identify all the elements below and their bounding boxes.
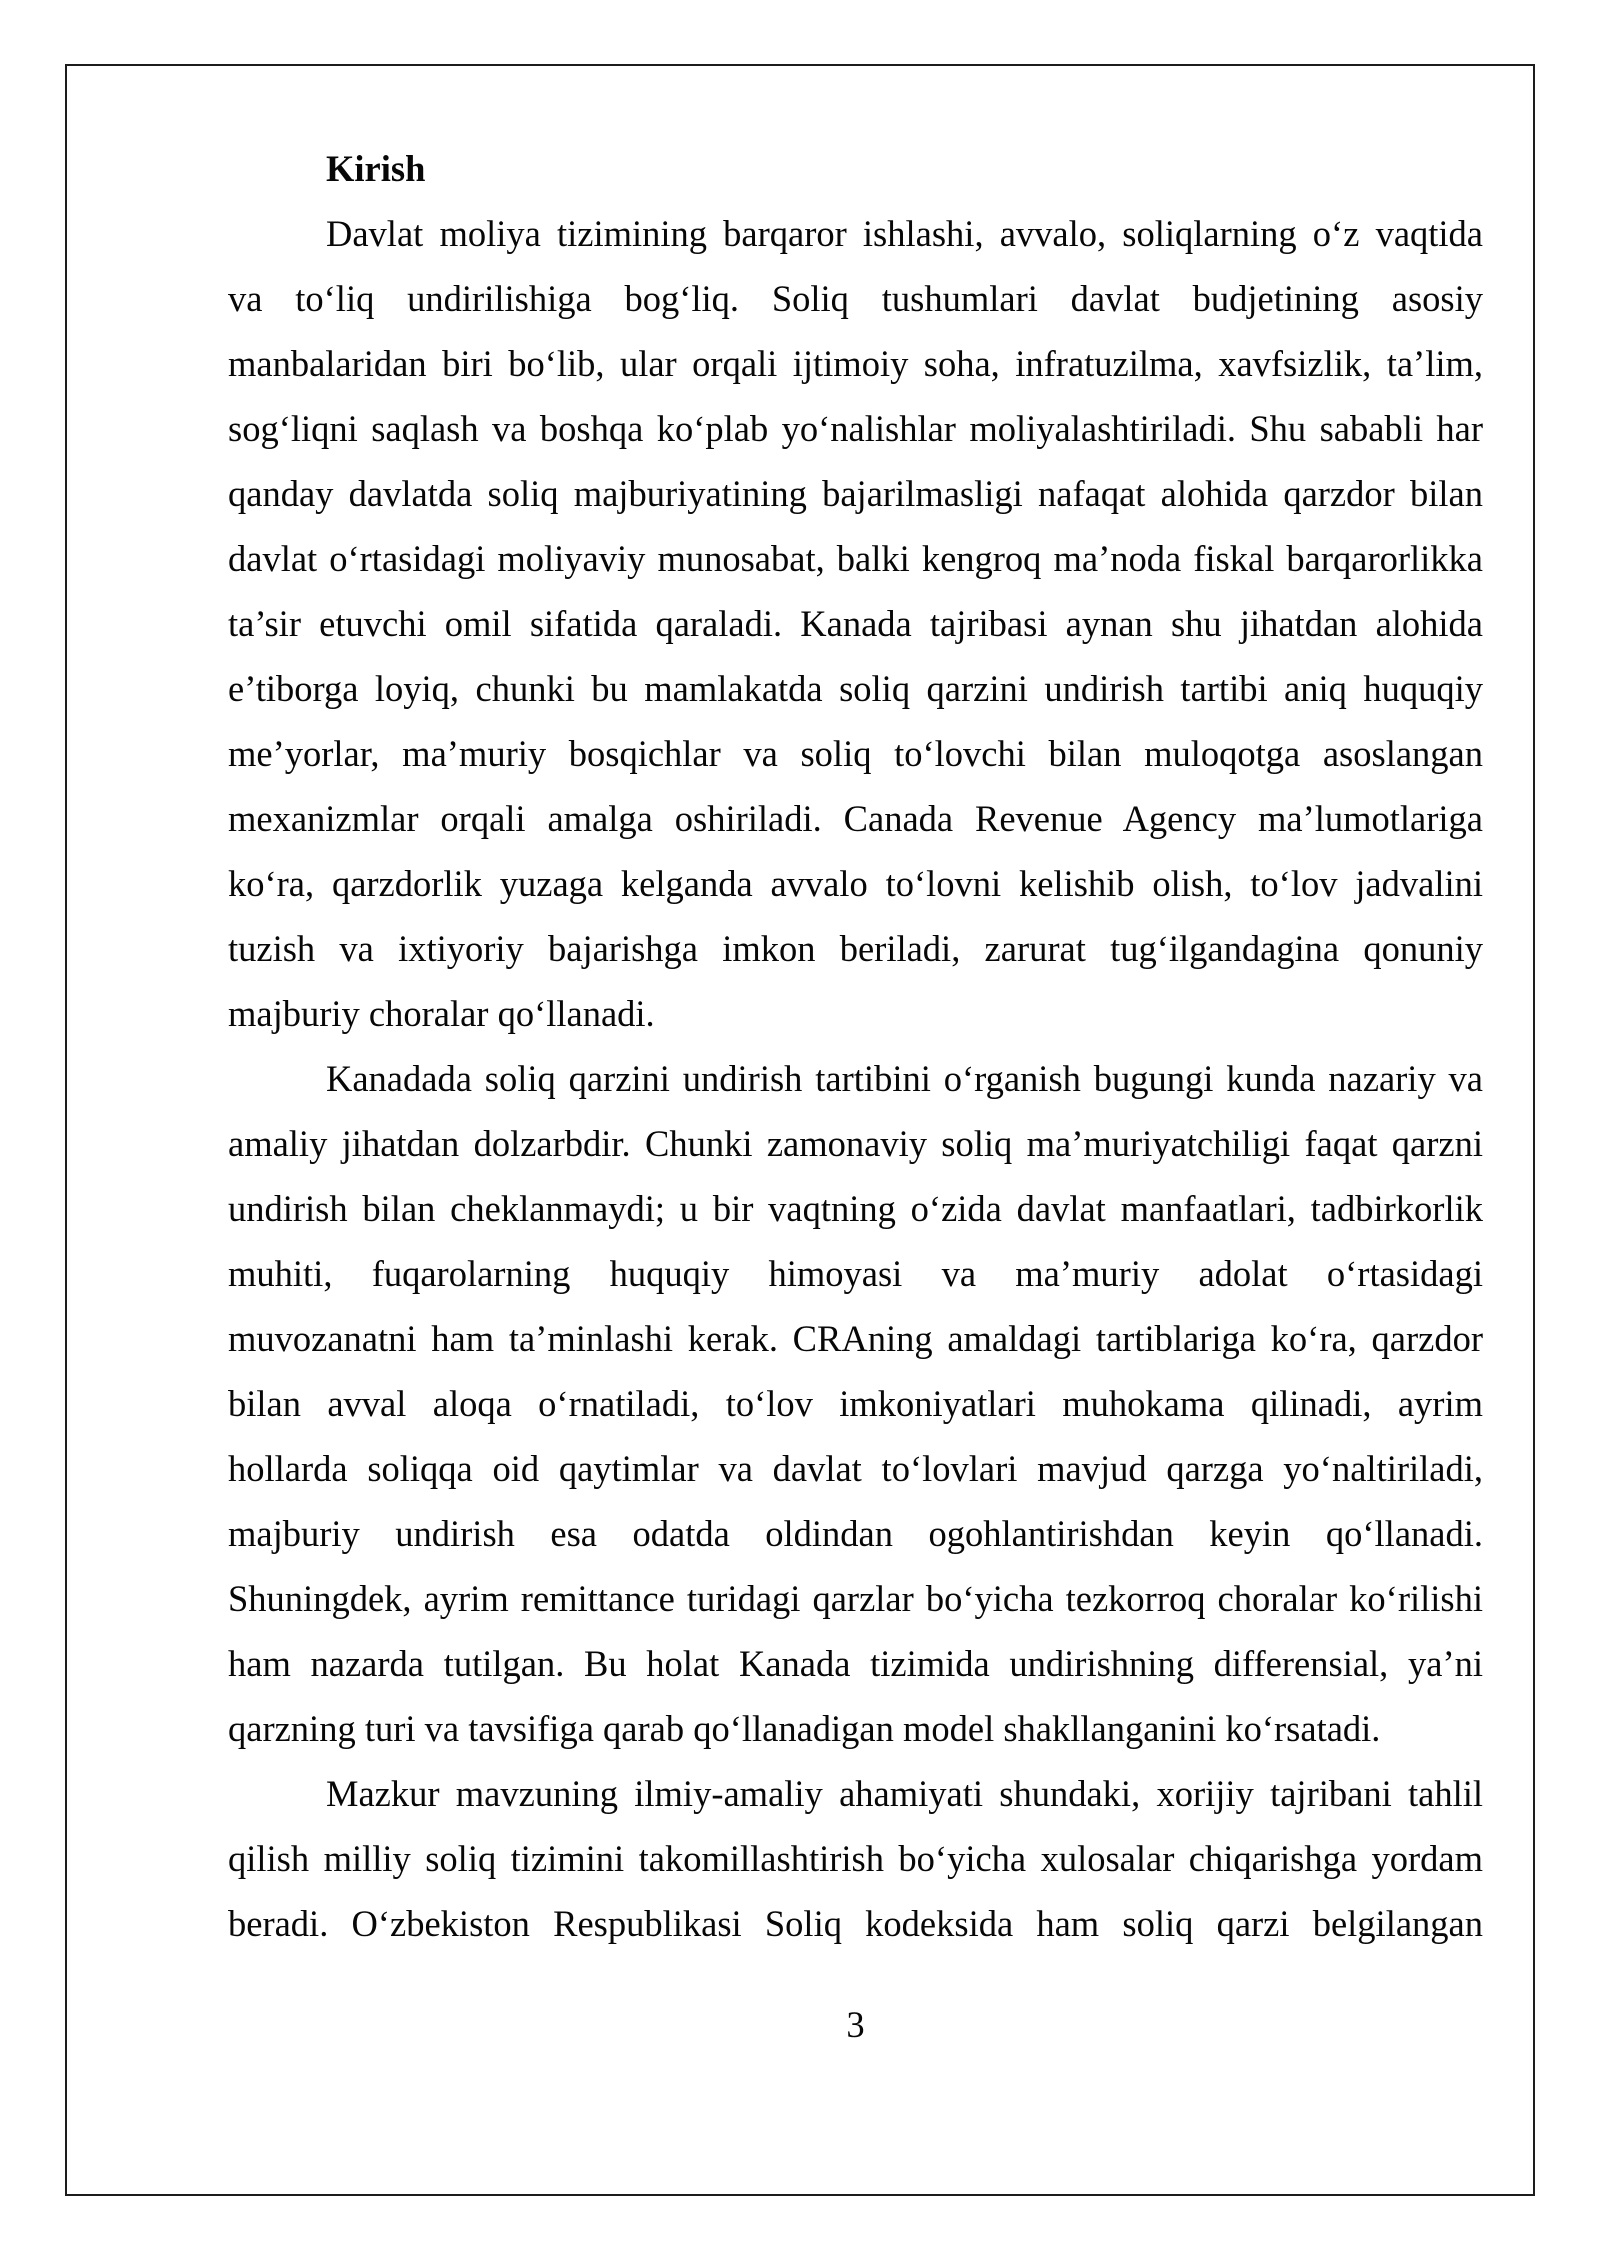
text-line: amaliy jihatdan dolzarbdir. Chunki zamonaviy soliq ma’muriyatchiligi faqat qarzni — [228, 1123, 1483, 1164]
text-line: majburiy choralar qo‘llanadi. — [228, 993, 655, 1034]
text-line: ham nazarda tutilgan. Bu holat Kanada tizimida undirishning differensial, ya’ni — [228, 1643, 1483, 1684]
text-line: majburiy undirish esa odatda oldindan ogohlantirishdan keyin qo‘llanadi. — [228, 1513, 1483, 1554]
text-line: Mazkur mavzuning ilmiy-amaliy ahamiyati shundaki, xorijiy tajribani tahlil — [326, 1773, 1483, 1814]
text-line: Kanadada soliq qarzini undirish tartibini o‘rganish bugungi kunda nazariy va — [326, 1058, 1483, 1099]
text-line: mexanizmlar orqali amalga oshiriladi. Canada Revenue Agency ma’lumotlariga — [228, 798, 1483, 839]
paragraph-3 — [228, 1761, 1483, 1956]
text-line: undirish bilan cheklanmaydi; u bir vaqtning o‘zida davlat manfaatlari, tadbirkorlik — [228, 1188, 1483, 1229]
text-line: Shuningdek, ayrim remittance turidagi qarzlar bo‘yicha tezkorroq choralar ko‘rilishi — [228, 1578, 1483, 1619]
text-line: qanday davlatda soliq majburiyatining bajarilmasligi nafaqat alohida qarzdor bilan — [228, 473, 1483, 514]
text-line: ko‘ra, qarzdorlik yuzaga kelganda avvalo to‘lovni kelishib olish, to‘lov jadvalini — [228, 863, 1483, 904]
paragraph-1 — [228, 201, 1483, 1046]
text-line: qilish milliy soliq tizimini takomillashtirish bo‘yicha xulosalar chiqarishga yordam — [228, 1838, 1483, 1879]
text-line: va to‘liq undirilishiga bog‘liq. Soliq tushumlari davlat budjetining asosiy — [228, 278, 1483, 319]
paragraph-2 — [228, 1046, 1483, 1761]
text-line: ta’sir etuvchi omil sifatida qaraladi. Kanada tajribasi aynan shu jihatdan alohida — [228, 603, 1483, 644]
section-title: Kirish — [326, 148, 426, 189]
text-line: tuzish va ixtiyoriy bajarishga imkon beriladi, zarurat tug‘ilgandagina qonuniy — [228, 928, 1483, 969]
text-line: bilan avval aloqa o‘rnatiladi, to‘lov imkoniyatlari muhokama qilinadi, ayrim — [228, 1383, 1483, 1424]
text-line: muvozanatni ham ta’minlashi kerak. CRAning amaldagi tartiblariga ko‘ra, qarzdor — [228, 1318, 1483, 1359]
text-line: Davlat moliya tizimining barqaror ishlashi, avvalo, soliqlarning o‘z vaqtida — [326, 213, 1483, 254]
text-line: beradi. O‘zbekiston Respublikasi Soliq kodeksida ham soliq qarzi belgilangan — [228, 1903, 1483, 1944]
text-line: manbalaridan biri bo‘lib, ular orqali ijtimoiy soha, infratuzilma, xavfsizlik, ta’lim, — [228, 343, 1483, 384]
text-line: qarzning turi va tavsifiga qarab qo‘llanadigan model shakllanganini ko‘rsatadi. — [228, 1708, 1381, 1749]
paragraphs-container — [228, 201, 1483, 1956]
text-line: e’tiborga loyiq, chunki bu mamlakatda soliq qarzini undirish tartibi aniq huquqiy — [228, 668, 1483, 709]
text-line: davlat o‘rtasidagi moliyaviy munosabat, balki kengroq ma’noda fiskal barqarorlikka — [228, 538, 1483, 579]
text-line: hollarda soliqqa oid qaytimlar va davlat to‘lovlari mavjud qarzga yo‘naltiriladi, — [228, 1448, 1483, 1489]
page-number: 3 — [846, 2004, 865, 2045]
text-block — [228, 136, 1483, 1956]
text-line: sog‘liqni saqlash va boshqa ko‘plab yo‘nalishlar moliyalashtiriladi. Shu sababli har — [228, 408, 1483, 449]
text-line: me’yorlar, ma’muriy bosqichlar va soliq to‘lovchi bilan muloqotga asoslangan — [228, 733, 1483, 774]
text-line: muhiti, fuqarolarning huquqiy himoyasi va ma’muriy adolat o‘rtasidagi — [228, 1253, 1483, 1294]
